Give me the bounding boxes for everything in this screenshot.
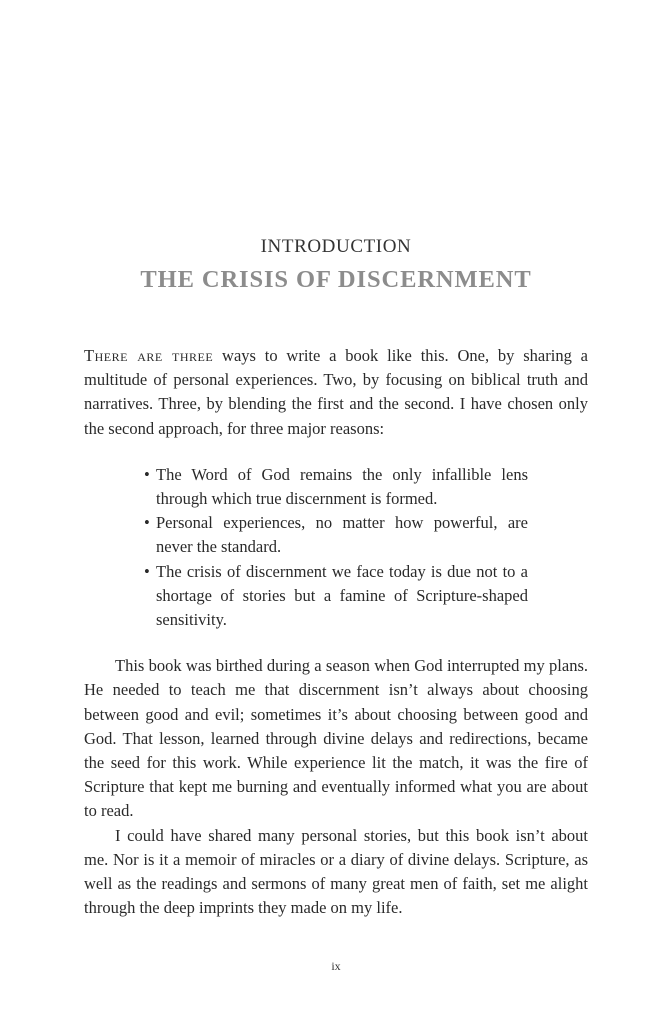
list-item-text: The Word of God remains the only infallible lens through which true discernment is formed. xyxy=(156,464,528,509)
book-page xyxy=(84,0,588,1020)
bullet-icon: • xyxy=(144,464,150,484)
chapter-kicker: INTRODUCTION xyxy=(260,236,412,257)
page-number: ix xyxy=(331,959,341,973)
paragraph-stories: I could have shared many personal stories, but this book isn’t about me. Nor is it a memoir of miracles or a diary of divine delays. Scripture, as well as the readings and sermons of many great men of faith, set me alight through the deep imprints they made on my life. xyxy=(84,825,588,918)
list-item-text: The crisis of discernment we face today is due not to a shortage of stories but a famine of Scripture-shaped sensitivity. xyxy=(156,561,528,630)
list-item xyxy=(144,463,528,511)
bullet-icon: • xyxy=(144,561,150,581)
paragraph-birthed: This book was birthed during a season when God interrupted my plans. He needed to teach me that discernment isn’t always about choosing between good and evil; sometimes it’s about choosing between good and God. That lesson, learned through divine delays and redirections, became the seed for this work. While experience lit the match, it was the fire of Scripture that kept me burning and eventually informed what you are about to read. xyxy=(84,656,588,821)
list-item-text: Personal experiences, no matter how powerful, are never the standard. xyxy=(156,513,528,557)
list-item xyxy=(144,511,528,559)
opening-text: ways to write a book like this. One, by sharing a multitude of personal experiences. Two, by focusing on biblical truth and narratives. Three, by blending the first and the second. I have chosen only the second approach, for three major reasons: xyxy=(84,346,588,438)
chapter-title: THE CRISIS OF DISCERNMENT xyxy=(140,266,532,293)
list-item xyxy=(144,560,528,633)
opening-paragraph xyxy=(84,344,588,441)
opening-smallcaps: There are three xyxy=(84,346,214,365)
chapter-body xyxy=(84,344,588,920)
bullet-icon: • xyxy=(144,513,150,533)
reasons-list xyxy=(144,463,528,632)
